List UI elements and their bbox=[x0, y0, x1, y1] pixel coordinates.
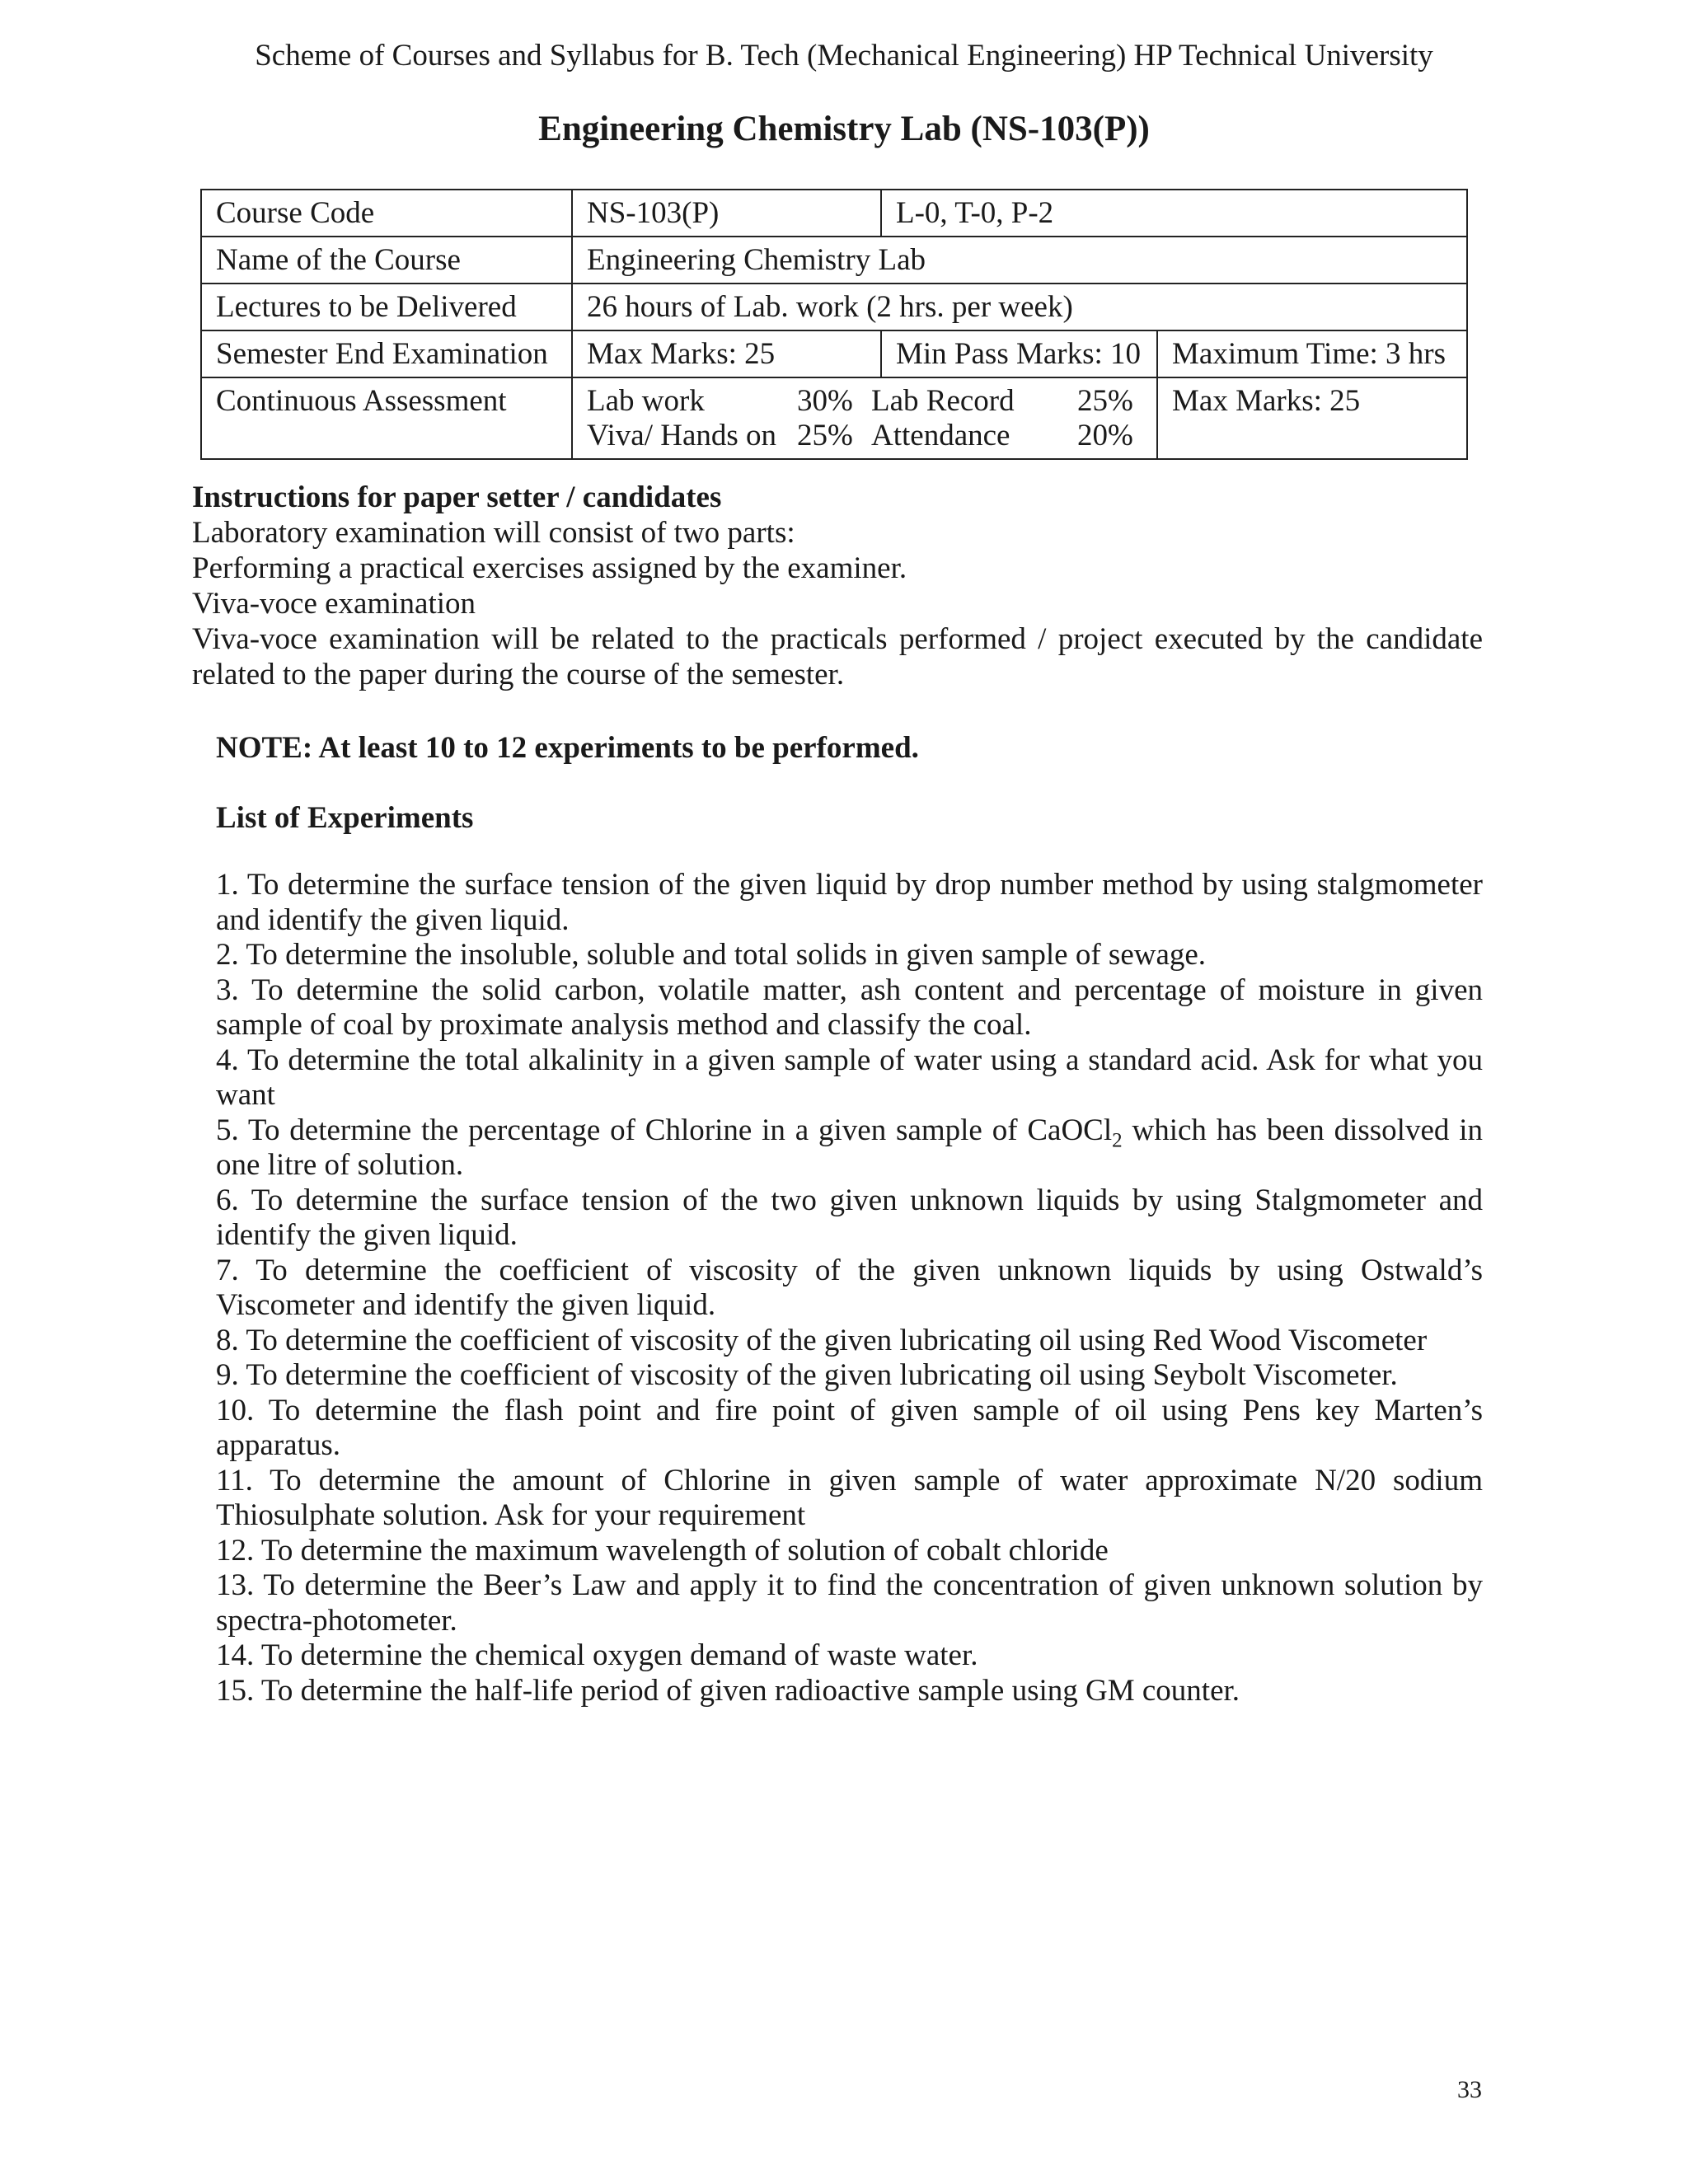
table-row bbox=[201, 237, 1467, 284]
ca-breakdown bbox=[572, 377, 1157, 459]
list-item: 13. To determine the Beer’s Law and apply it to find the concentration of given unknown solution by spectra-photometer. bbox=[216, 1568, 1483, 1638]
experiments-heading: List of Experiments bbox=[216, 801, 474, 835]
instructions-section bbox=[192, 480, 1483, 692]
list-item: 7. To determine the coefficient of viscosity of the given unknown liquids by using Ostwald’s Viscometer and identify the given liquid. bbox=[216, 1253, 1483, 1322]
instruction-line: Viva-voce examination will be related to the practicals performed / project executed by the candidate related to the paper during the course of the semester. bbox=[192, 622, 1483, 691]
course-name-value: Engineering Chemistry Lab bbox=[572, 237, 1467, 284]
ca-lab-record: Lab Record bbox=[871, 384, 1015, 418]
exam-max-time: Maximum Time: 3 hrs bbox=[1157, 330, 1467, 377]
course-info-table bbox=[200, 189, 1468, 460]
exam-max-marks: Max Marks: 25 bbox=[572, 330, 881, 377]
instruction-line: Performing a practical exercises assigned by the examiner. bbox=[192, 551, 907, 585]
running-header: Scheme of Courses and Syllabus for B. Tech (Mechanical Engineering) HP Technical University bbox=[255, 39, 1433, 73]
experiments-list bbox=[216, 868, 1483, 1708]
exam-label: Semester End Examination bbox=[201, 330, 572, 377]
ca-lab-work-pct: 30% bbox=[797, 384, 853, 418]
table-row bbox=[201, 377, 1467, 459]
list-item: 8. To determine the coefficient of viscosity of the given lubricating oil using Red Wood Viscometer bbox=[216, 1323, 1428, 1357]
list-item: 11. To determine the amount of Chlorine in given sample of water approximate N/20 sodium Thiosulphate solution. Ask for your requirement bbox=[216, 1463, 1483, 1532]
ca-label: Continuous Assessment bbox=[201, 377, 572, 459]
table-row bbox=[201, 284, 1467, 330]
list-item bbox=[216, 1113, 1483, 1183]
list-item: 15. To determine the half-life period of given radioactive sample using GM counter. bbox=[216, 1673, 1240, 1708]
list-item: 2. To determine the insoluble, soluble and total solids in given sample of sewage. bbox=[216, 938, 1207, 972]
ltp-value: L-0, T-0, P-2 bbox=[881, 190, 1467, 237]
course-name-label: Name of the Course bbox=[201, 237, 572, 284]
experiment-5-rest: which has been dissolved in one litre of solution. bbox=[216, 1113, 1483, 1182]
list-item: 10. To determine the flash point and fire point of given sample of oil using Pens key Marten’s apparatus. bbox=[216, 1393, 1483, 1462]
lectures-label: Lectures to be Delivered bbox=[201, 284, 572, 330]
list-item: 12. To determine the maximum wavelength of solution of cobalt chloride bbox=[216, 1533, 1109, 1568]
list-item: 4. To determine the total alkalinity in a given sample of water using a standard acid. Ask for what you want bbox=[216, 1043, 1483, 1112]
instruction-line: Laboratory examination will consist of two parts: bbox=[192, 516, 795, 550]
page-title: Engineering Chemistry Lab (NS-103(P)) bbox=[538, 110, 1150, 148]
ca-max-marks: Max Marks: 25 bbox=[1157, 377, 1467, 459]
subscript-2: 2 bbox=[1112, 1128, 1123, 1151]
experiment-5-text: 5. To determine the percentage of Chlorine in a given sample of CaOCl bbox=[216, 1113, 1113, 1147]
table-row bbox=[201, 190, 1467, 237]
course-code-value: NS-103(P) bbox=[572, 190, 881, 237]
lectures-value: 26 hours of Lab. work (2 hrs. per week) bbox=[572, 284, 1467, 330]
ca-lab-work: Lab work bbox=[587, 384, 705, 418]
list-item: 6. To determine the surface tension of the two given unknown liquids by using Stalgmometer and identify the given liquid. bbox=[216, 1183, 1483, 1252]
list-item: 1. To determine the surface tension of the given liquid by drop number method by using stalgmometer and identify the given liquid. bbox=[216, 868, 1483, 937]
ca-viva-pct: 25% bbox=[797, 419, 853, 452]
ca-attendance-pct: 20% bbox=[1077, 419, 1133, 452]
list-item: 3. To determine the solid carbon, volatile matter, ash content and percentage of moisture in given sample of coal by proximate analysis method and classify the coal. bbox=[216, 972, 1483, 1042]
course-code-label: Course Code bbox=[201, 190, 572, 237]
ca-lab-record-pct: 25% bbox=[1077, 384, 1133, 418]
ca-viva: Viva/ Hands on bbox=[587, 419, 777, 452]
page-number: 33 bbox=[1457, 2076, 1482, 2103]
list-item: 14. To determine the chemical oxygen demand of waste water. bbox=[216, 1638, 978, 1672]
instructions-title: Instructions for paper setter / candidates bbox=[192, 480, 722, 514]
list-item: 9. To determine the coefficient of viscosity of the given lubricating oil using Seybolt Viscometer. bbox=[216, 1358, 1398, 1392]
table-row bbox=[201, 330, 1467, 377]
note: NOTE: At least 10 to 12 experiments to be performed. bbox=[216, 731, 919, 765]
exam-min-pass-marks: Min Pass Marks: 10 bbox=[881, 330, 1157, 377]
instruction-line: Viva-voce examination bbox=[192, 587, 476, 621]
ca-attendance: Attendance bbox=[871, 419, 1010, 452]
